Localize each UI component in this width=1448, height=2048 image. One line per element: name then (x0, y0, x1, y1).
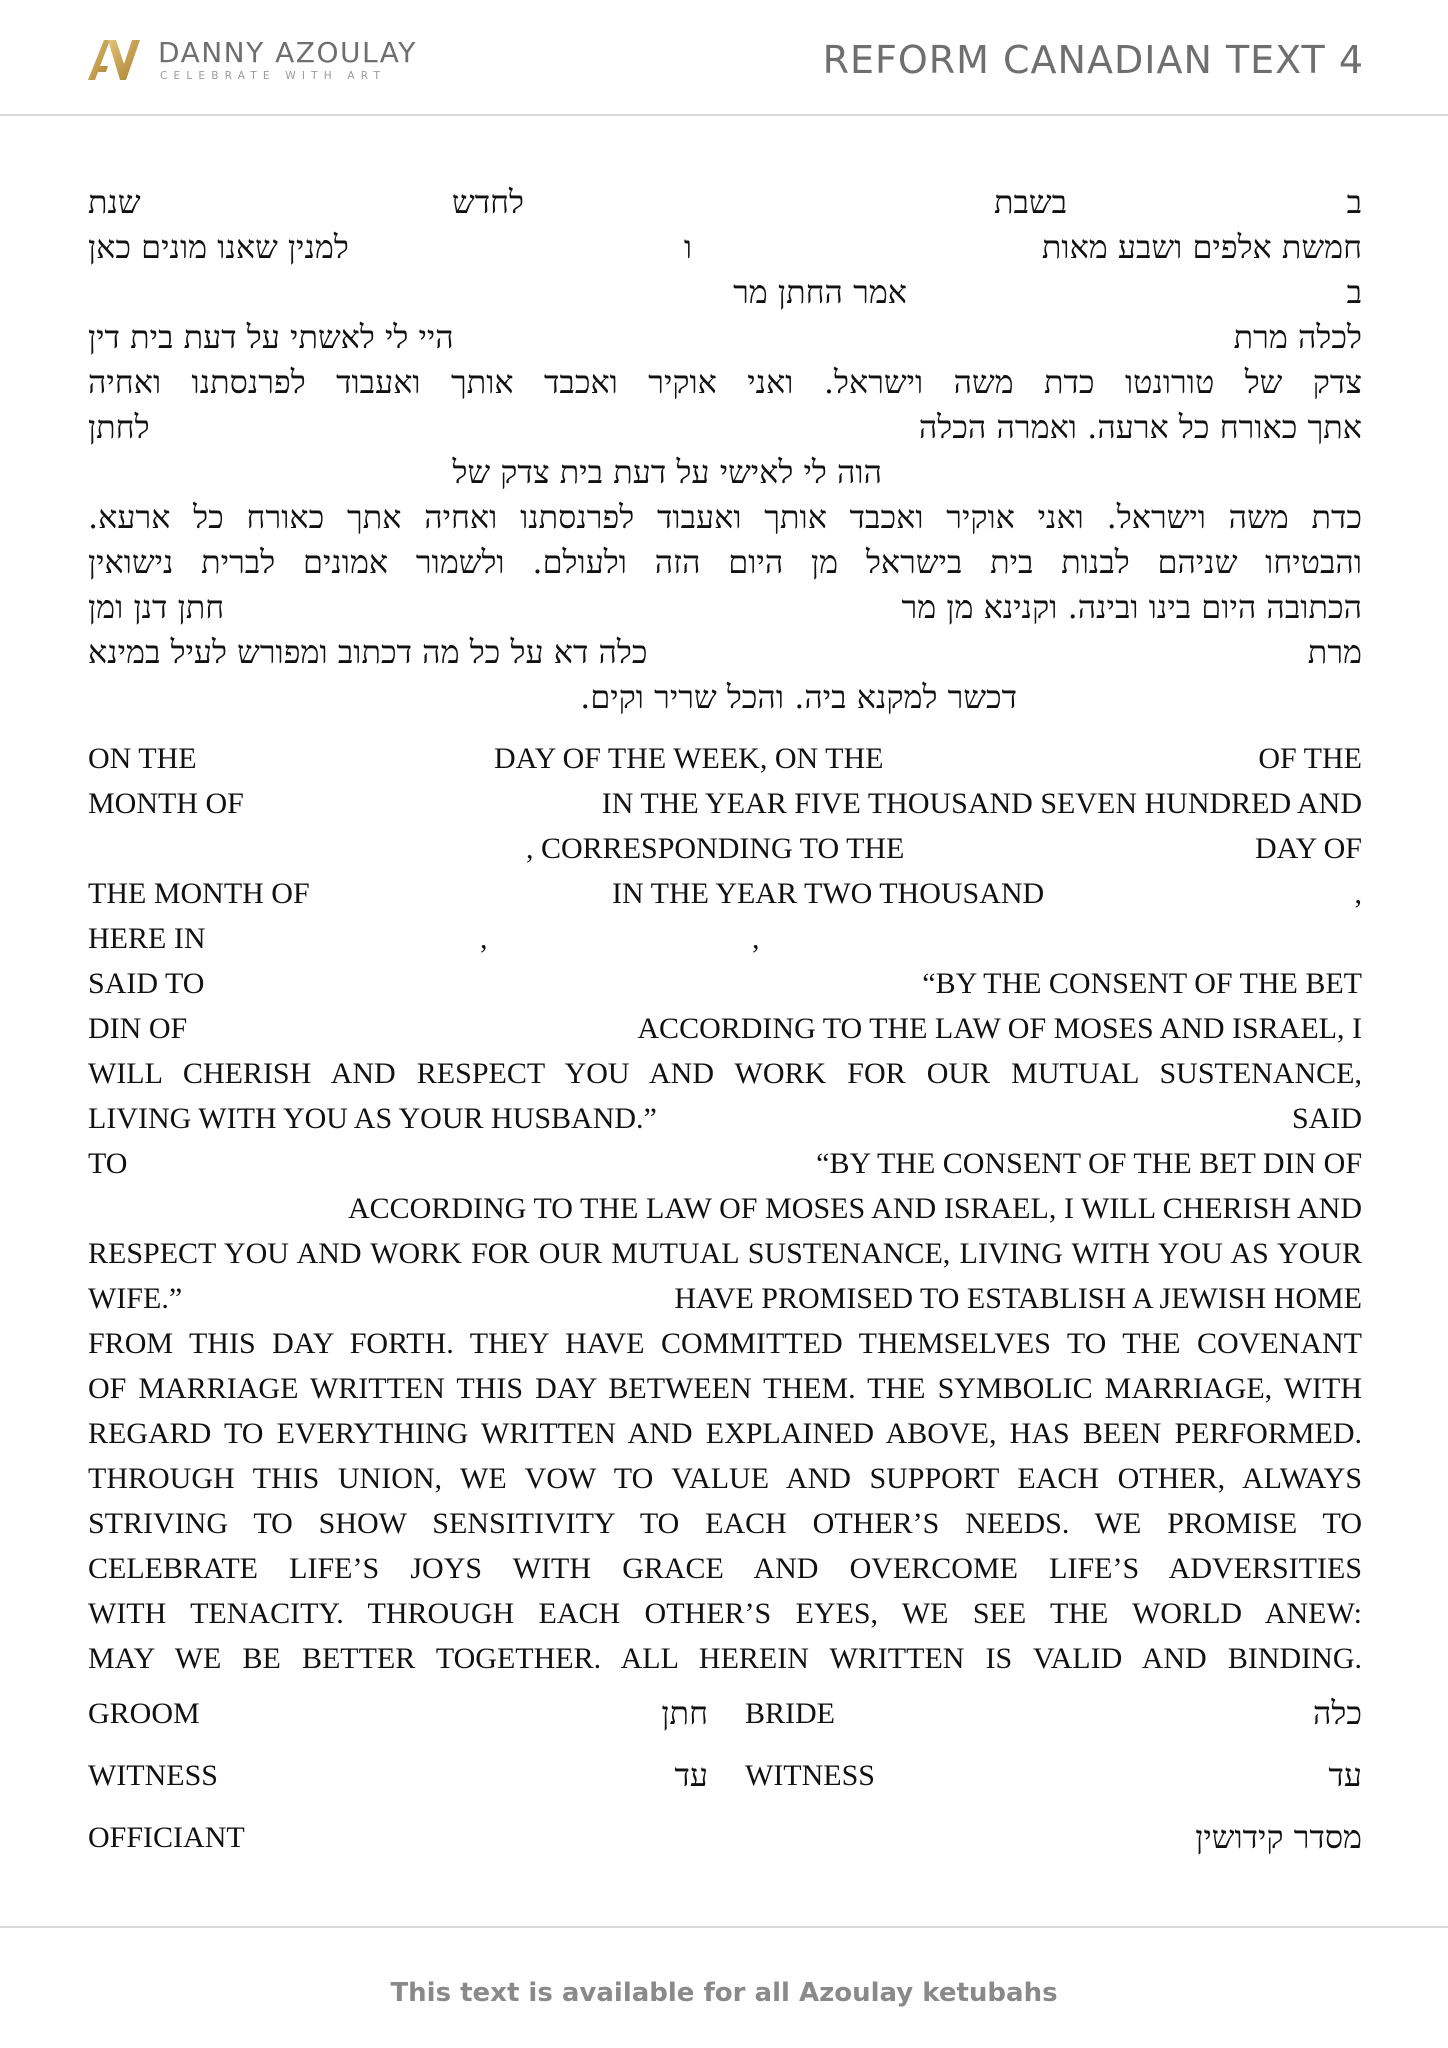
english-line (88, 1006, 1362, 1051)
hebrew-line (88, 315, 1362, 360)
english-line (88, 1366, 1362, 1411)
english-line (88, 1501, 1362, 1546)
english-fragment: TO (88, 1147, 128, 1180)
hebrew-line (88, 405, 1362, 450)
english-line (88, 1636, 1362, 1681)
english-fragment: DAY OF (1255, 832, 1362, 865)
hebrew-fragment: מרת (1307, 633, 1362, 671)
english-fragment: OF THE (1258, 742, 1362, 775)
english-line (88, 1276, 1362, 1321)
hebrew-fragment: דכשר למקנא ביה. והכל שריר וקים. (580, 678, 1017, 716)
english-fragment: HERE IN (88, 922, 206, 955)
english-fragment: MONTH OF (88, 787, 244, 820)
english-fragment: WILL CHERISH AND RESPECT YOU AND WORK FOR OUR MUTUAL SUSTENANCE, (88, 1057, 1362, 1090)
witness-1-hebrew-label: עד (674, 1756, 708, 1794)
bride-hebrew-label: כלה (1312, 1694, 1362, 1732)
english-line (88, 961, 1362, 1006)
hebrew-line (88, 270, 1362, 315)
hebrew-line (88, 225, 1362, 270)
english-fragment: SAID TO (88, 967, 205, 1000)
english-line (88, 781, 1362, 826)
english-fragment: ACCORDING TO THE LAW OF MOSES AND ISRAEL, I (637, 1012, 1362, 1045)
hebrew-fragment: אתך כאורח כל ארעה. ואמרה הכלה (918, 408, 1362, 446)
english-line (88, 1186, 1362, 1231)
english-line (88, 1096, 1362, 1141)
english-line (88, 1141, 1362, 1186)
english-fragment: LIVING WITH YOU AS YOUR HUSBAND.” (88, 1102, 657, 1135)
english-fragment: , (1354, 877, 1362, 910)
english-fragment: ACCORDING TO THE LAW OF MOSES AND ISRAEL, I WILL CHERISH AND (348, 1192, 1362, 1225)
hebrew-line (88, 540, 1362, 585)
english-fragment: REGARD TO EVERYTHING WRITTEN AND EXPLAINED ABOVE, HAS BEEN PERFORMED. (88, 1417, 1362, 1450)
hebrew-line (88, 495, 1362, 540)
english-line (88, 916, 1362, 961)
hebrew-fragment: היי לי לאשתי על דעת בית דין (88, 318, 454, 356)
english-fragment: “BY THE CONSENT OF THE BET DIN OF (816, 1147, 1362, 1180)
hebrew-fragment: חתן דנן ומן (88, 588, 225, 626)
english-fragment: RESPECT YOU AND WORK FOR OUR MUTUAL SUSTENANCE, LIVING WITH YOU AS YOUR (88, 1237, 1362, 1270)
hebrew-line (88, 360, 1362, 405)
officiant-hebrew-label: מסדר קידושין (1195, 1818, 1362, 1856)
english-fragment: IN THE YEAR FIVE THOUSAND SEVEN HUNDRED AND (601, 787, 1362, 820)
groom-label: GROOM (88, 1697, 200, 1730)
english-fragment: OF MARRIAGE WRITTEN THIS DAY BETWEEN THEM. THE SYMBOLIC MARRIAGE, WITH (88, 1372, 1362, 1405)
hebrew-fragment: חמשת אלפים ושבע מאות (1041, 228, 1362, 266)
english-fragment: WITH TENACITY. THROUGH EACH OTHER’S EYES, WE SEE THE WORLD ANEW: (88, 1597, 1362, 1630)
english-fragment: “BY THE CONSENT OF THE BET (922, 967, 1362, 1000)
english-line (88, 1456, 1362, 1501)
hebrew-fragment: אמר החתן מר (733, 273, 907, 311)
english-line (88, 1231, 1362, 1276)
witness-2-label: WITNESS (745, 1759, 875, 1792)
azoulay-logo-icon (86, 36, 142, 82)
english-line (88, 1411, 1362, 1456)
hebrew-fragment: כדת משה וישראל. ואני אוקיר ואכבד אותך ואעבוד לפרנסתנו ואחיה אתך כאורח כל ארעא. (88, 498, 1362, 536)
brand-name: DANNY AZOULAY (158, 36, 417, 69)
english-fragment: , (480, 922, 488, 955)
witness-1-label: WITNESS (88, 1759, 218, 1792)
english-fragment: WIFE.” (88, 1282, 183, 1315)
hebrew-fragment: כלה דא על כל מה דכתוב ומפורש לעיל במינא (88, 633, 648, 671)
groom-hebrew-label: חתן (661, 1694, 708, 1732)
english-fragment: , CORRESPONDING TO THE (526, 832, 905, 865)
english-line (88, 1591, 1362, 1636)
hebrew-fragment: למנין שאנו מונים כאן (88, 228, 349, 266)
english-fragment: DAY OF THE WEEK, ON THE (494, 742, 884, 775)
english-fragment: IN THE YEAR TWO THOUSAND (612, 877, 1045, 910)
hebrew-line (88, 180, 1362, 225)
hebrew-line (88, 675, 1362, 720)
english-line (88, 871, 1362, 916)
witness-2-hebrew-label: עד (1328, 1756, 1362, 1794)
english-fragment: SAID (1291, 1102, 1362, 1135)
hebrew-line (88, 450, 1362, 495)
hebrew-fragment: הכתובה היום בינו ובינה. וקנינא מן מר (901, 588, 1362, 626)
page-footer (0, 1926, 1448, 2048)
document-title: REFORM CANADIAN TEXT 4 (822, 38, 1364, 82)
hebrew-fragment: צדק של טורונטו כדת משה וישראל. ואני אוקיר ואכבד אותך ואעבוד לפרנסתנו ואחיה (88, 363, 1362, 401)
page-header (0, 0, 1448, 116)
hebrew-fragment: לחתן (88, 408, 150, 446)
hebrew-fragment: לכלה מרת (1233, 318, 1362, 356)
hebrew-fragment: ו (683, 228, 692, 266)
officiant-label: OFFICIANT (88, 1821, 245, 1854)
english-fragment: ON THE (88, 742, 197, 775)
brand-tagline: CELEBRATE WITH ART (160, 70, 387, 82)
english-fragment: THROUGH THIS UNION, WE VOW TO VALUE AND SUPPORT EACH OTHER, ALWAYS (88, 1462, 1362, 1495)
english-line (88, 736, 1362, 781)
english-fragment: STRIVING TO SHOW SENSITIVITY TO EACH OTHER’S NEEDS. WE PROMISE TO (88, 1507, 1362, 1540)
english-fragment: FROM THIS DAY FORTH. THEY HAVE COMMITTED THEMSELVES TO THE COVENANT (88, 1327, 1362, 1360)
hebrew-line (88, 585, 1362, 630)
hebrew-line (88, 630, 1362, 675)
hebrew-fragment: בשבת (993, 183, 1067, 221)
english-fragment: MAY WE BE BETTER TOGETHER. ALL HEREIN WRITTEN IS VALID AND BINDING. (88, 1642, 1362, 1675)
english-fragment: , (752, 922, 760, 955)
english-fragment: HAVE PROMISED TO ESTABLISH A JEWISH HOME (674, 1282, 1362, 1315)
hebrew-fragment: והבטיחו שניהם לבנות בית בישראל מן היום הזה ולעולם. ולשמור אמונים לברית נישואין (88, 543, 1362, 581)
english-fragment: THE MONTH OF (88, 877, 310, 910)
english-line (88, 1546, 1362, 1591)
hebrew-fragment: שנת (88, 183, 141, 221)
english-fragment: CELEBRATE LIFE’S JOYS WITH GRACE AND OVERCOME LIFE’S ADVERSITIES (88, 1552, 1362, 1585)
english-line (88, 1321, 1362, 1366)
english-line (88, 826, 1362, 871)
hebrew-fragment: ב (1346, 183, 1362, 221)
hebrew-fragment: לחדש (452, 183, 524, 221)
english-fragment: DIN OF (88, 1012, 188, 1045)
hebrew-fragment: ב (1346, 273, 1362, 311)
hebrew-fragment: הוה לי לאישי על דעת בית צדק של (452, 453, 882, 491)
availability-note: This text is available for all Azoulay ketubahs (390, 1978, 1058, 2008)
bride-label: BRIDE (745, 1697, 835, 1730)
english-line (88, 1051, 1362, 1096)
